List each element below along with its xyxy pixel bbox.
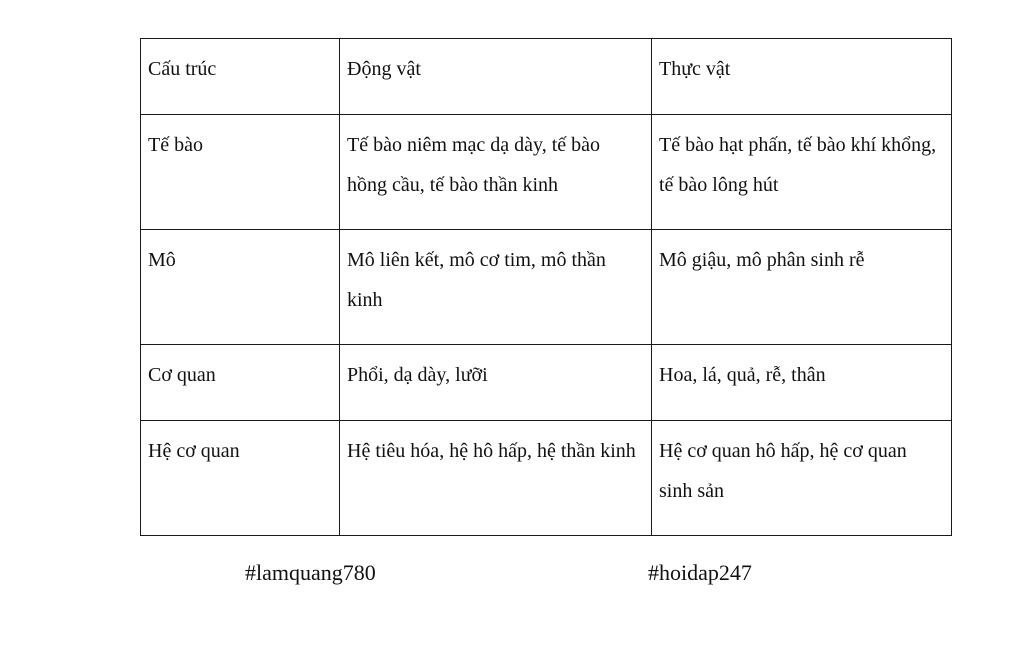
table-cell-level	[141, 421, 340, 536]
table-cell-plant	[652, 421, 952, 536]
cell-text: Hoa, lá, quả, rễ, thân	[659, 364, 826, 386]
table-cell-plant	[652, 115, 952, 230]
table-cell-animal	[340, 230, 652, 345]
table-row	[141, 230, 952, 345]
watermark-left: #lamquang780	[245, 560, 376, 585]
cell-text: Hệ cơ quan	[148, 440, 240, 462]
cell-text: Phổi, dạ dày, lưỡi	[347, 364, 488, 386]
table-row	[141, 115, 952, 230]
cell-text: Mô liên kết, mô cơ tim, mô thần kinh	[347, 249, 606, 311]
cell-text: Tế bào niêm mạc dạ dày, tế bào hồng cầu, tế bào thần kinh	[347, 134, 601, 196]
watermark-right: #hoidap247	[648, 560, 752, 585]
cell-text: Tế bào	[148, 134, 203, 156]
table-cell-plant	[652, 345, 952, 421]
header-cell-animal	[340, 39, 652, 115]
header-structure-text: Cấu trúc	[148, 58, 217, 80]
table-cell-animal	[340, 115, 652, 230]
header-animal-text: Động vật	[347, 58, 421, 80]
cell-text: Mô giậu, mô phân sinh rễ	[659, 249, 865, 271]
header-cell-structure	[141, 39, 340, 115]
table-row	[141, 345, 952, 421]
table-row	[141, 421, 952, 536]
table-header-row	[141, 39, 952, 115]
table-cell-animal	[340, 421, 652, 536]
cell-text: Hệ cơ quan hô hấp, hệ cơ quan sinh sản	[659, 440, 907, 502]
cell-text: Hệ tiêu hóa, hệ hô hấp, hệ thần kinh	[347, 440, 636, 462]
cell-text: Mô	[148, 249, 176, 271]
structure-comparison-table	[140, 38, 952, 536]
table-cell-plant	[652, 230, 952, 345]
cell-text: Tế bào hạt phấn, tế bào khí khổng, tế bào lông hút	[659, 134, 937, 196]
table-cell-level	[141, 230, 340, 345]
cell-text: Cơ quan	[148, 364, 216, 386]
table-cell-level	[141, 115, 340, 230]
header-plant-text: Thực vật	[659, 58, 731, 80]
table-cell-animal	[340, 345, 652, 421]
header-cell-plant	[652, 39, 952, 115]
table-cell-level	[141, 345, 340, 421]
